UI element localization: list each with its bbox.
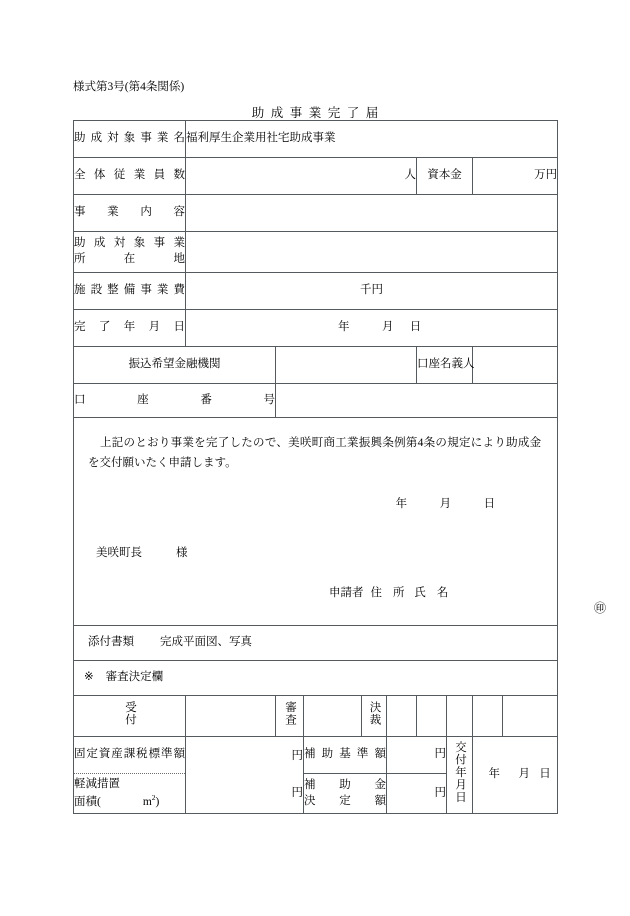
- capital-label: 資本金: [417, 158, 473, 195]
- document-title: 助成事業完了届: [251, 106, 385, 120]
- account-holder-value[interactable]: [473, 347, 558, 384]
- reduction-area-prefix: 面積(: [74, 795, 101, 808]
- employees-unit: 人: [404, 169, 416, 182]
- statement-month-token: 月: [439, 498, 452, 510]
- row-account-number: [74, 384, 558, 418]
- statement-date-line[interactable]: [396, 497, 496, 513]
- statement-cell: [74, 418, 607, 626]
- applicant-address-label: 住所: [370, 587, 405, 599]
- reduction-unit: 円: [291, 786, 303, 799]
- applicant-name-label: 氏名: [414, 587, 449, 599]
- approval-stamp-box-5[interactable]: [503, 696, 558, 737]
- grant-day-token: 日: [539, 768, 551, 781]
- business-content-value[interactable]: [186, 195, 558, 232]
- row-fixed-asset: [74, 737, 558, 774]
- examination-stamp-box[interactable]: [304, 696, 362, 737]
- row-stamp-boxes: [74, 696, 558, 737]
- location-label: 助成対象事業 所 在 地: [74, 232, 186, 273]
- examination-label: 審査: [276, 696, 304, 737]
- subsidy-decision-unit: 円: [434, 786, 446, 799]
- row-review-heading: [74, 661, 558, 696]
- facility-cost-unit: 千円: [360, 284, 384, 297]
- applicant-name-row[interactable]: [407, 587, 448, 599]
- grant-month-token: 月: [518, 768, 531, 781]
- row-location: [74, 232, 558, 273]
- grant-year-token: 年: [488, 768, 501, 781]
- facility-cost-label: 施設整備事業費: [74, 273, 186, 310]
- business-content-label: 事業内容: [74, 195, 186, 232]
- fixed-asset-unit-line: [186, 738, 303, 774]
- subsidy-base-value-cell[interactable]: [387, 737, 447, 774]
- subsidy-decision-label: 補助金 決定額: [304, 774, 387, 814]
- location-value[interactable]: [186, 232, 558, 273]
- approval-stamp-box-1[interactable]: [387, 696, 417, 737]
- row-statement: [74, 418, 558, 626]
- project-name-label: 助成対象事業名: [74, 121, 186, 158]
- employees-label: 全体従業員数: [74, 158, 186, 195]
- grant-date-label: 交付年月日: [447, 737, 473, 814]
- subsidy-decision-value-cell[interactable]: [387, 774, 447, 814]
- capital-unit: 万円: [534, 169, 558, 182]
- completion-day-token: 日: [409, 321, 422, 334]
- fixed-asset-value-cell[interactable]: [186, 737, 304, 814]
- reduction-area-suffix: ): [155, 795, 160, 808]
- attachments-label: 添付書類: [88, 636, 134, 649]
- project-name-value[interactable]: 福利厚生企業用社宅助成事業: [186, 121, 558, 158]
- fixed-asset-unit: 円: [291, 749, 303, 762]
- applicant-block: [329, 586, 607, 615]
- approval-stamp-box-2[interactable]: [417, 696, 447, 737]
- completion-date-label: 完了年月日: [74, 310, 186, 347]
- row-facility-cost: [74, 273, 558, 310]
- reception-stamp-box[interactable]: [186, 696, 276, 737]
- addressee-line: [96, 546, 188, 562]
- grant-date-value-cell[interactable]: [473, 737, 558, 814]
- row-attachments: [74, 626, 558, 661]
- bank-value[interactable]: [276, 347, 417, 384]
- subsidy-base-label: 補助基準額: [304, 737, 387, 774]
- applicant-label: 申請者: [329, 587, 364, 599]
- row-project-name: [74, 121, 558, 158]
- account-number-label: 口座番号: [74, 384, 276, 418]
- review-marker: ※: [84, 671, 94, 684]
- account-number-value[interactable]: [276, 384, 558, 418]
- honorific-label: 様: [176, 547, 188, 559]
- attachments-cell: [74, 626, 558, 661]
- row-business-content: [74, 195, 558, 232]
- bank-label: 振込希望金融機関: [74, 347, 276, 384]
- employees-value-cell[interactable]: [186, 158, 417, 195]
- statement-text: 上記のとおり事業を完了したので、美咲町商工業振興条例第4条の規定により助成金を交付願いたく申請します。: [88, 437, 542, 469]
- row-bank: [74, 347, 558, 384]
- attachments-value: 完成平面図、写真: [160, 636, 252, 649]
- approval-stamp-box-4[interactable]: [473, 696, 503, 737]
- completion-date-value-cell[interactable]: [186, 310, 558, 347]
- reduction-area-line: [74, 793, 185, 810]
- applicant-address-row[interactable]: [364, 587, 408, 599]
- capital-value-cell[interactable]: [473, 158, 558, 195]
- reduction-area-unit: $m^2$: [142, 792, 156, 808]
- reception-label: 受付: [74, 696, 186, 737]
- approval-label: 決裁: [362, 696, 387, 737]
- review-heading-cell: [74, 661, 558, 696]
- subsidy-base-unit: 円: [434, 748, 446, 761]
- application-form-table: [73, 120, 607, 814]
- row-employees-capital: [74, 158, 558, 195]
- approval-stamp-box-3[interactable]: [447, 696, 473, 737]
- reduction-label: 軽減措置 面積( $m^2$): [74, 774, 186, 814]
- mayor-label: 美咲町長: [96, 547, 142, 559]
- account-holder-label: 口座名義人: [417, 347, 473, 384]
- statement-day-token: 日: [483, 498, 496, 510]
- seal-icon: ㊞: [594, 600, 607, 615]
- review-heading-label: 審査決定欄: [105, 671, 164, 684]
- fixed-asset-label: 固定資産課税標準額: [74, 737, 186, 774]
- form-number: 様式第3号(第4条関係): [73, 81, 185, 93]
- completion-month-token: 月: [382, 321, 394, 334]
- facility-cost-value-cell[interactable]: [186, 273, 558, 310]
- statement-year-token: 年: [395, 498, 408, 510]
- reduction-unit-line: [186, 774, 303, 813]
- completion-year-token: 年: [338, 321, 350, 334]
- row-completion-date: [74, 310, 558, 347]
